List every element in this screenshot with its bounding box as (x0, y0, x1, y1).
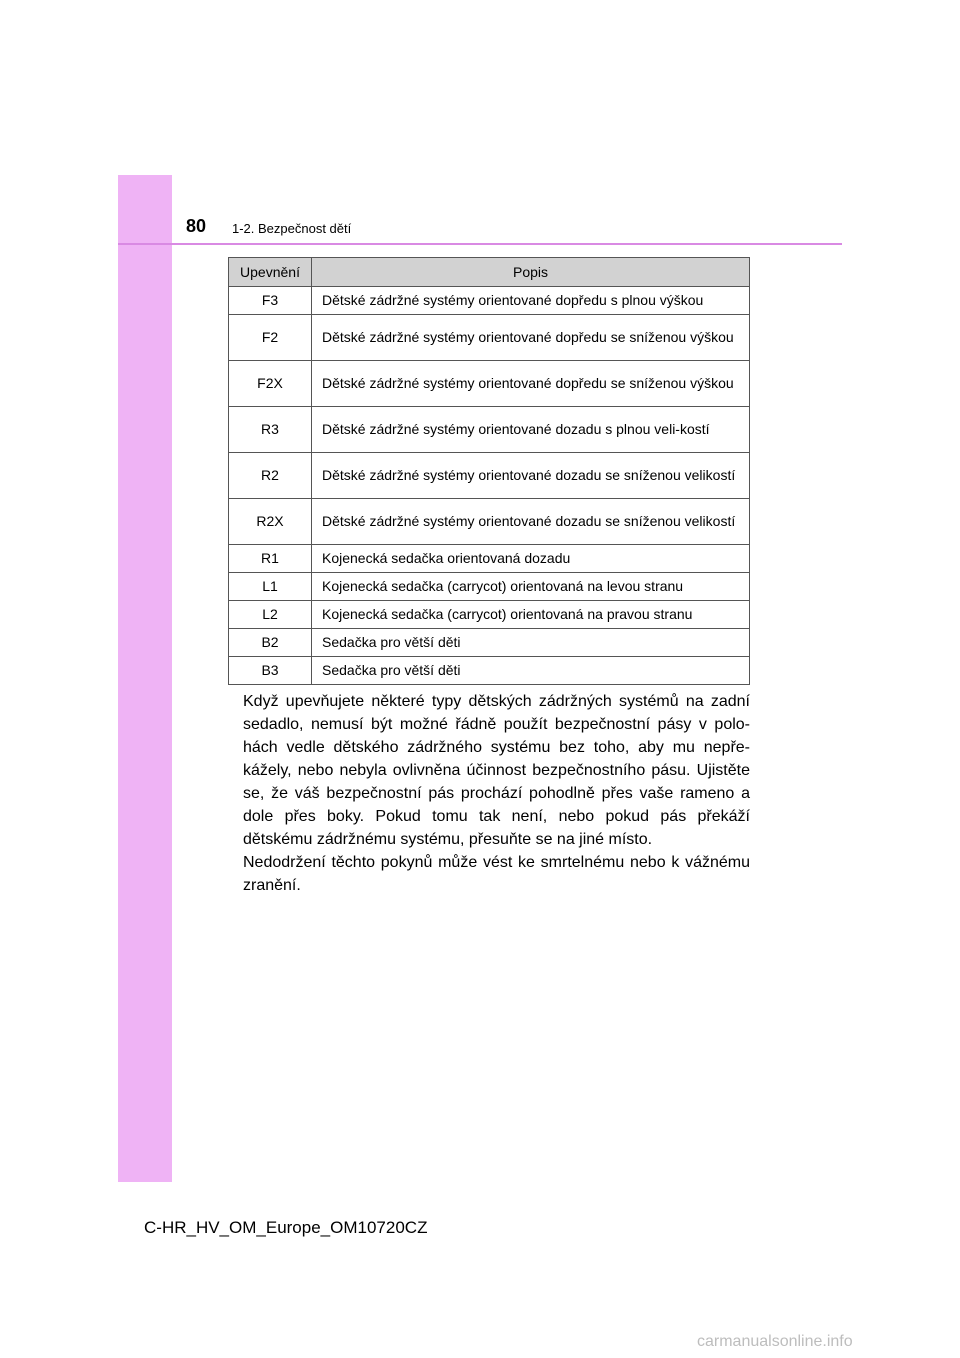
table-cell-code: R2X (229, 499, 312, 545)
warning-text: Když upevňujete některé typy dětských zádržných systémů na zadní sedadlo, nemusí být možné řádně použít bezpečnostní pásy v polo-hách vedle dětského zádržného systému bez toho, aby mu nepře-kážely, nebo nebyla ovlivněna účinnost bezpečnostního pásu. Ujistěte se, že váš bezpečnostní pás prochází pohodlně přes vaše rameno a dole přes boky. Pokud tomu tak není, nebo pokud pás překáží dětskému zádržnému systému, přesuňte se na jiné místo. (243, 693, 750, 848)
site-watermark: carmanualsonline.info (697, 1333, 853, 1350)
warning-paragraph (243, 690, 750, 897)
table-cell-description: Dětské zádržné systémy orientované dozadu s plnou veli-kostí (312, 407, 750, 453)
table-cell-code: R1 (229, 545, 312, 573)
table-row (229, 407, 750, 453)
table-cell-code: B3 (229, 657, 312, 685)
section-title: 1-2. Bezpečnost dětí (232, 221, 352, 236)
table-row (229, 361, 750, 407)
table-row (229, 657, 750, 685)
side-color-band (118, 175, 172, 1182)
table-row (229, 315, 750, 361)
table-row (229, 287, 750, 315)
table-row (229, 573, 750, 601)
table-cell-code: F2X (229, 361, 312, 407)
warning-consequence-text: Nedodržení těchto pokynů může vést ke smrtelnému nebo k vážnému zranění. (243, 854, 750, 894)
table-cell-code: L1 (229, 573, 312, 601)
table-cell-code: F2 (229, 315, 312, 361)
table-row (229, 499, 750, 545)
table-header-row (229, 258, 750, 287)
table-cell-description: Kojenecká sedačka orientovaná dozadu (312, 545, 750, 573)
table-cell-description: Dětské zádržné systémy orientované dopředu se sníženou výškou (312, 361, 750, 407)
table-cell-code: R3 (229, 407, 312, 453)
page-number: 80 (186, 216, 207, 236)
document-id-footer: C-HR_HV_OM_Europe_OM10720CZ (144, 1218, 428, 1237)
table-cell-description: Kojenecká sedačka (carrycot) orientovaná na levou stranu (312, 573, 750, 601)
table-header-description: Popis (312, 258, 750, 287)
table-row (229, 629, 750, 657)
table-header-fixture: Upevnění (229, 258, 312, 287)
header-divider (118, 243, 842, 245)
table-cell-code: F3 (229, 287, 312, 315)
table-cell-description: Dětské zádržné systémy orientované dopředu s plnou výškou (312, 287, 750, 315)
table-row (229, 601, 750, 629)
table-cell-code: L2 (229, 601, 312, 629)
table-row (229, 453, 750, 499)
table-cell-description: Dětské zádržné systémy orientované dozadu se sníženou velikostí (312, 453, 750, 499)
table-cell-description: Dětské zádržné systémy orientované dopředu se sníženou výškou (312, 315, 750, 361)
fixture-table (228, 257, 750, 685)
table-cell-description: Kojenecká sedačka (carrycot) orientovaná na pravou stranu (312, 601, 750, 629)
table-cell-description: Sedačka pro větší děti (312, 657, 750, 685)
table-cell-code: B2 (229, 629, 312, 657)
table-cell-description: Dětské zádržné systémy orientované dozadu se sníženou velikostí (312, 499, 750, 545)
table-cell-code: R2 (229, 453, 312, 499)
table-row (229, 545, 750, 573)
table-cell-description: Sedačka pro větší děti (312, 629, 750, 657)
